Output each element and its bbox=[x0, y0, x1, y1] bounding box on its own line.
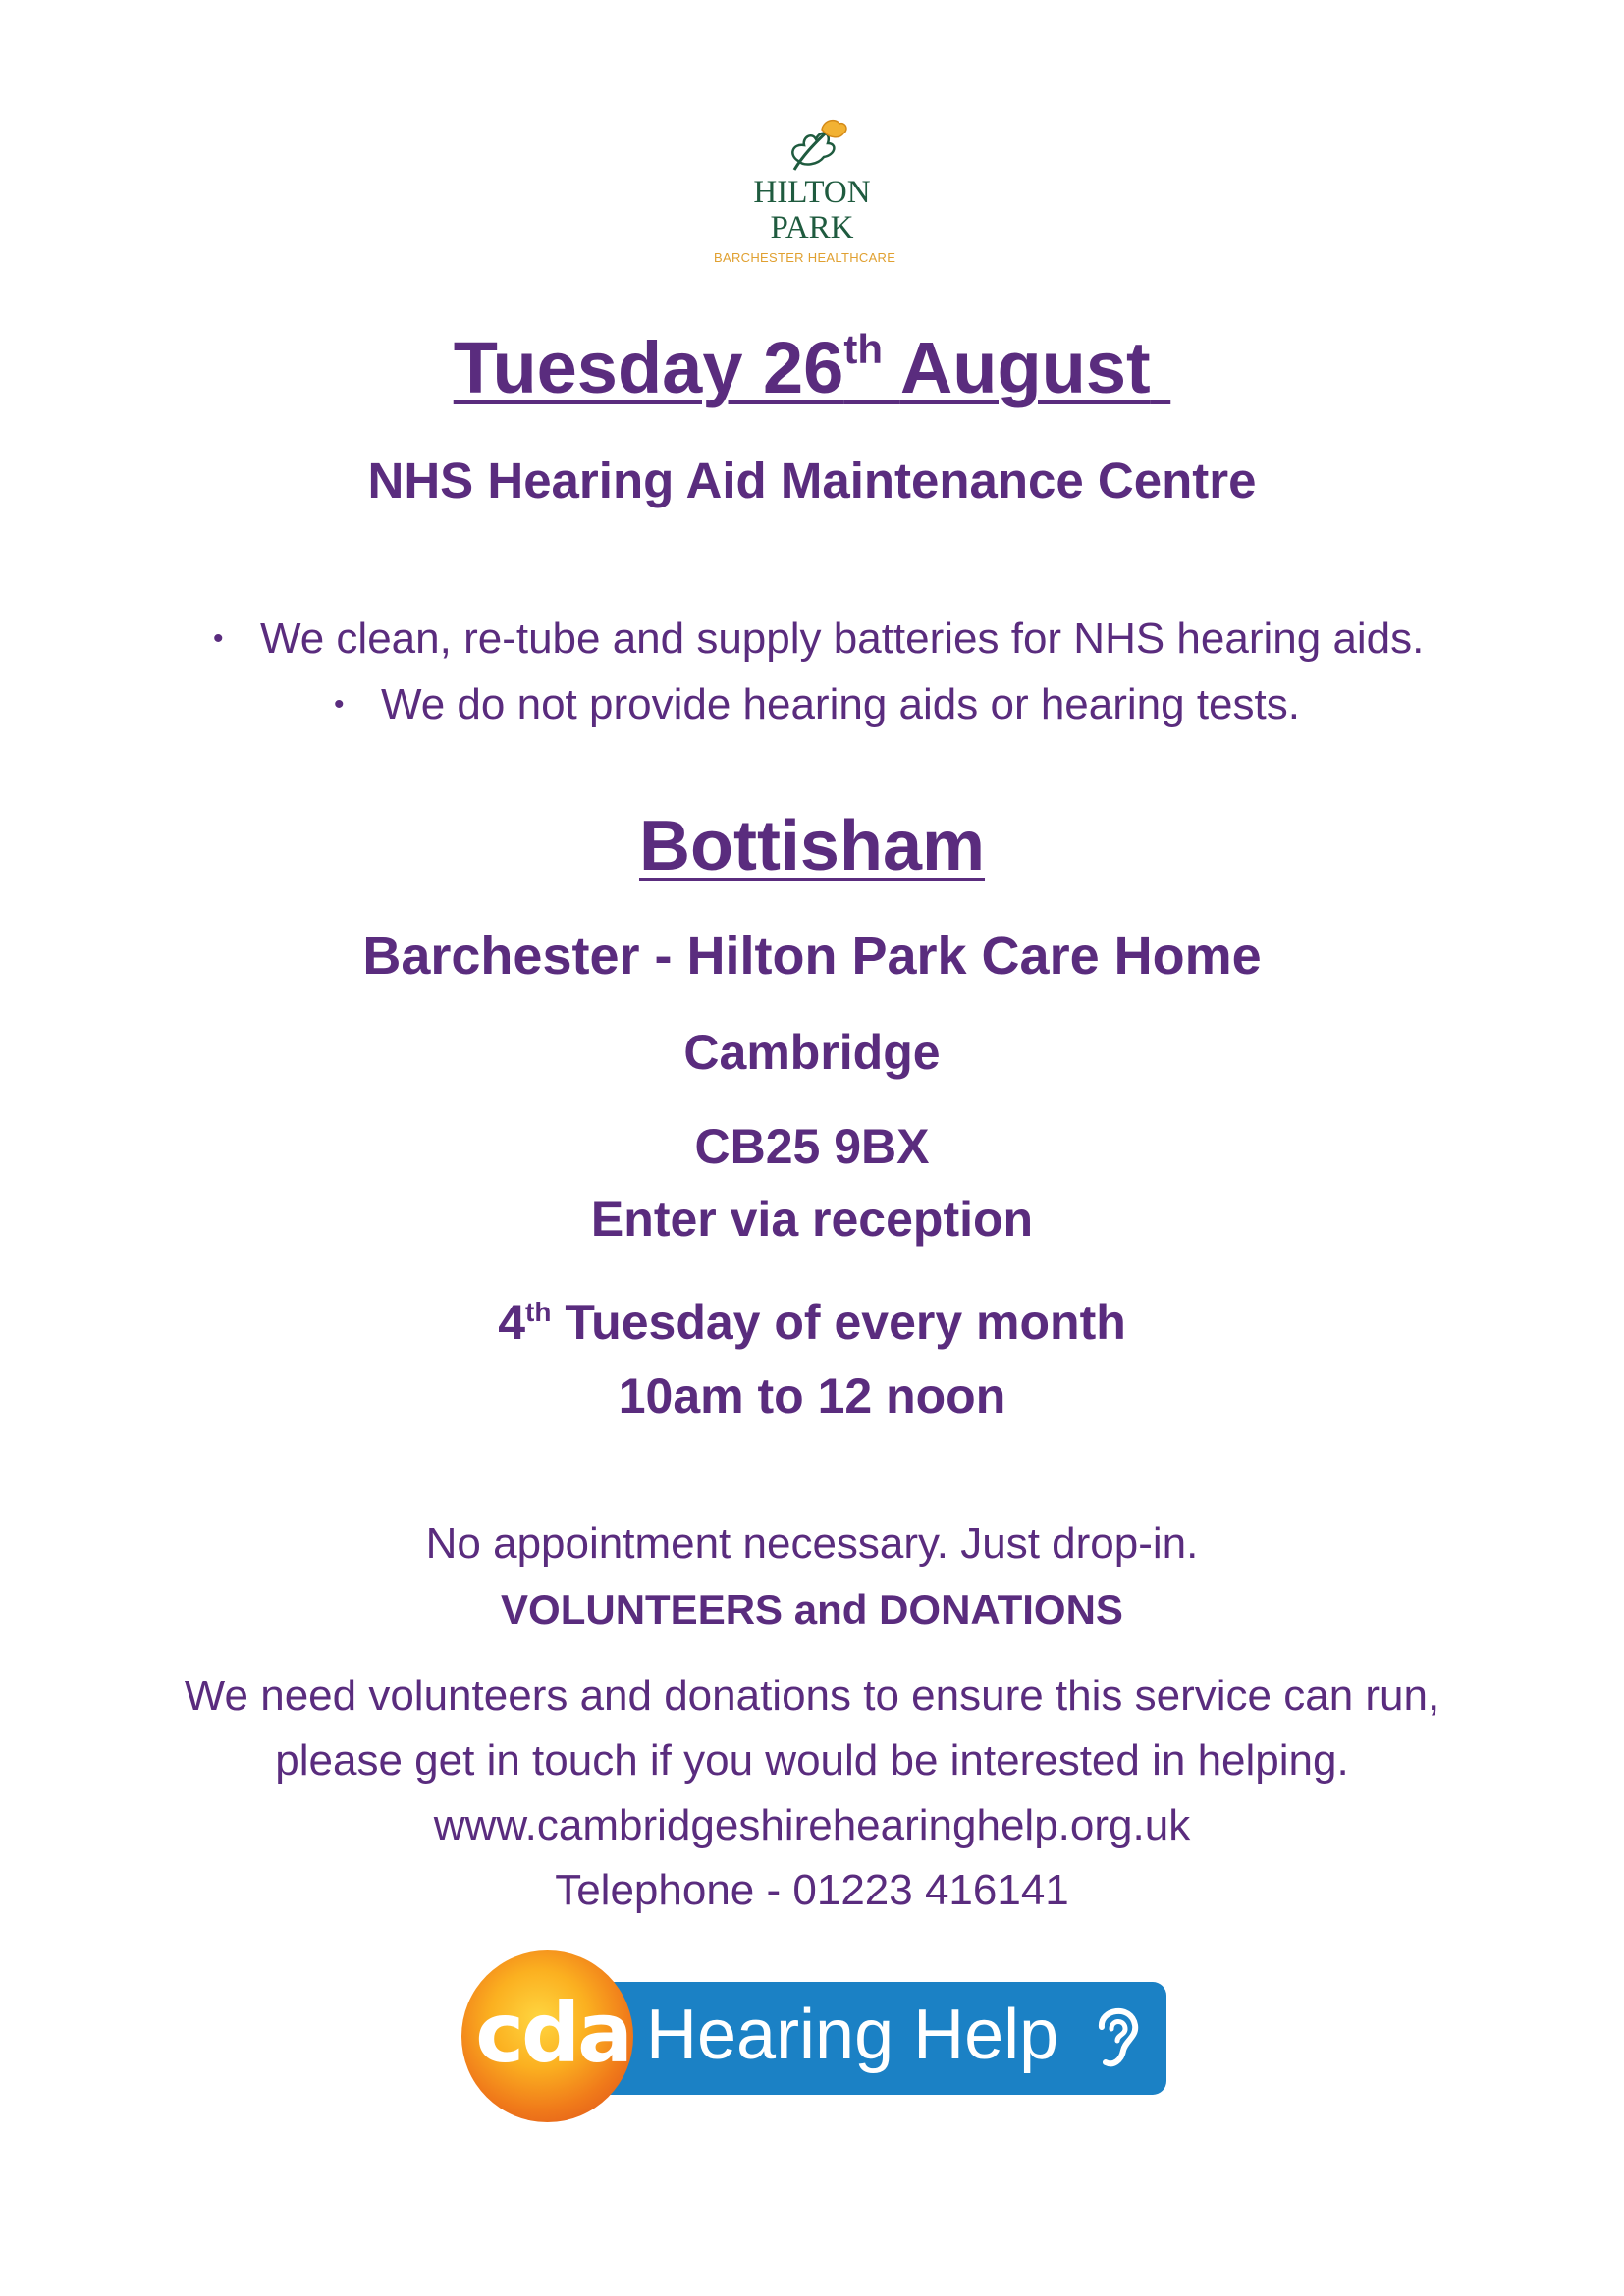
appeal-line-2: please get in touch if you would be interested in helping. bbox=[275, 1736, 1349, 1785]
service-bullet-1 bbox=[213, 612, 1425, 667]
venue-name: Barchester - Hilton Park Care Home bbox=[362, 927, 1262, 986]
logo-line-barchester: BARCHESTER HEALTHCARE bbox=[714, 250, 896, 265]
logo-line-hilton: HILTON bbox=[753, 175, 871, 210]
volunteers-heading: VOLUNTEERS and DONATIONS bbox=[501, 1586, 1123, 1632]
service-text-1: We clean, re-tube and supply batteries for NHS hearing aids. bbox=[260, 614, 1425, 663]
title-day: Tuesday 26 bbox=[453, 327, 844, 408]
appeal-line-1: We need volunteers and donations to ensure this service can run, bbox=[184, 1672, 1440, 1720]
schedule-day-num: 4 bbox=[498, 1295, 526, 1350]
bullet-dot: • bbox=[213, 622, 224, 655]
page-subtitle: NHS Hearing Aid Maintenance Centre bbox=[367, 453, 1257, 508]
logo-cda-text: cda bbox=[475, 1985, 630, 2081]
dropin-note: No appointment necessary. Just drop-in. bbox=[425, 1520, 1199, 1568]
service-text-2: We do not provide hearing aids or hearing tests. bbox=[381, 680, 1300, 728]
telephone-number[interactable]: Telephone - 01223 416141 bbox=[555, 1866, 1069, 1914]
hilton-park-logo bbox=[714, 116, 910, 273]
venue-city: Cambridge bbox=[683, 1025, 941, 1080]
ear-icon bbox=[1088, 1998, 1145, 2076]
venue-postcode: CB25 9BX bbox=[694, 1119, 930, 1174]
website-link[interactable]: www.cambridgeshirehearinghelp.org.uk bbox=[433, 1801, 1191, 1849]
cda-hearing-help-logo bbox=[461, 1950, 1168, 2122]
schedule-time: 10am to 12 noon bbox=[618, 1368, 1006, 1423]
title-month: August bbox=[899, 327, 1151, 408]
venue-town-text: Bottisham bbox=[638, 807, 986, 885]
schedule-day bbox=[0, 1291, 1624, 1354]
logo-line-park: PARK bbox=[770, 210, 854, 245]
logo-hearing-help-text: Hearing Help bbox=[646, 1996, 1059, 2074]
bullet-dot: • bbox=[334, 688, 345, 721]
venue-town bbox=[0, 803, 1624, 889]
title-suffix: th bbox=[843, 326, 883, 372]
service-bullet-2 bbox=[334, 677, 1300, 732]
venue-entry: Enter via reception bbox=[590, 1192, 1034, 1247]
schedule-day-suffix: th bbox=[525, 1297, 552, 1327]
oak-leaf-icon bbox=[775, 116, 853, 173]
event-date-title bbox=[0, 324, 1624, 412]
schedule-day-rest: Tuesday of every month bbox=[551, 1295, 1126, 1350]
